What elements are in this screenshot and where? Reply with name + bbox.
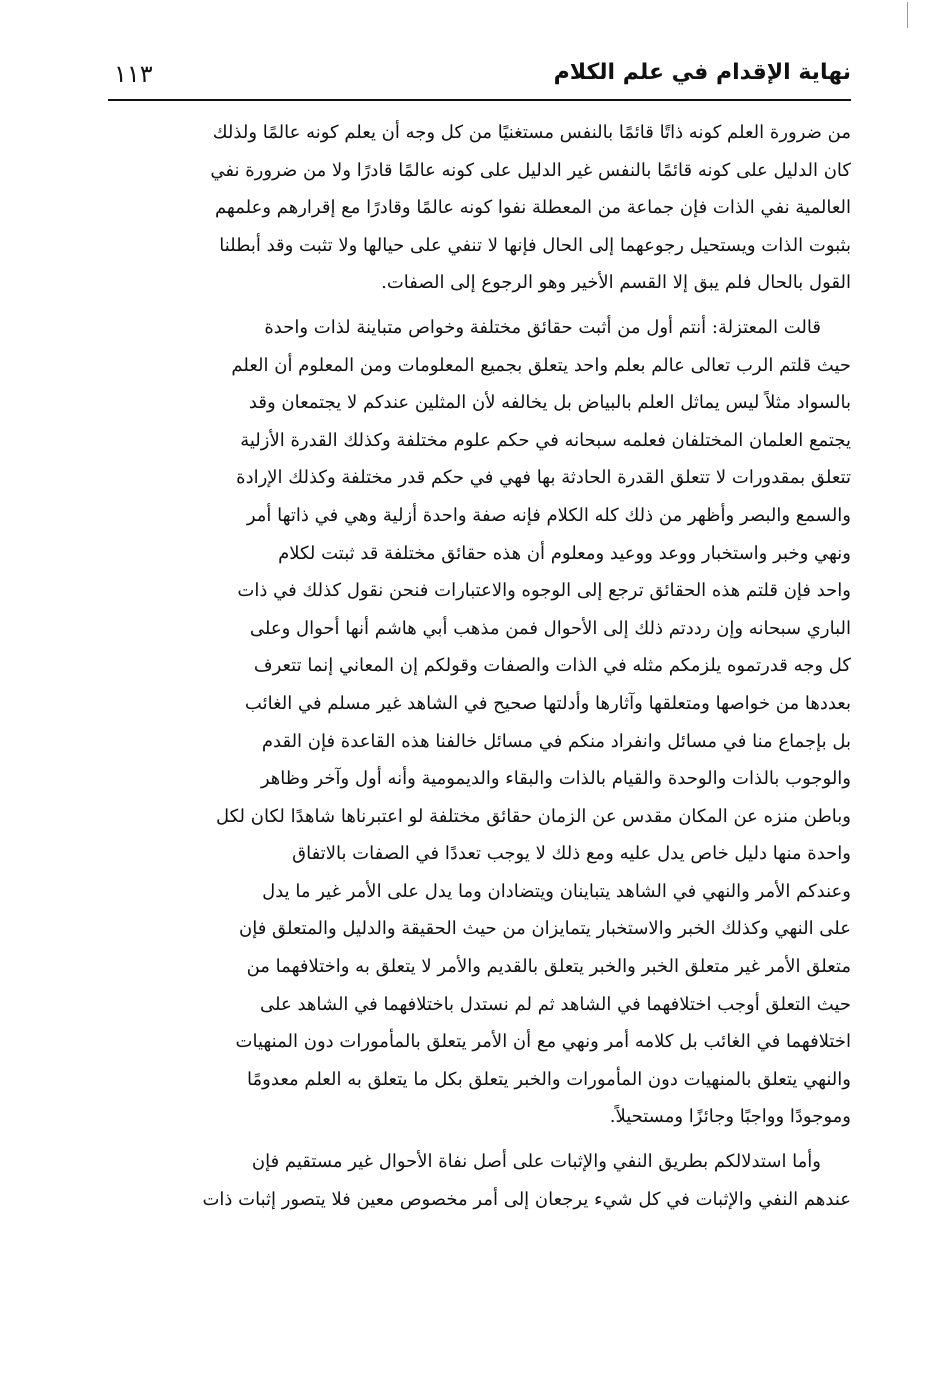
text-line: ونهي وخبر واستخبار ووعد ووعيد ومعلوم أن هذه حقائق مختلفة قد ثبتت لكلام [278, 542, 851, 564]
text-line: كل وجه قدرتموه يلزمكم مثله في الذات والصفات وقولكم إن المعاني إنما تتعرف [253, 655, 851, 677]
text-line: والسمع والبصر وأظهر من ذلك كله الكلام فإنه صفة واحدة أزلية وهي في ذاتها أمر [246, 504, 851, 526]
text-line: حيث قلتم الرب تعالى عالم بعلم واحد يتعلق بجميع المعلومات ومن المعلوم أن العلم [231, 354, 851, 376]
text-line: يجتمع العلمان المختلفان فعلمه سبحانه في حكم علوم مختلفة وكذلك القدرة الأزلية [240, 429, 851, 451]
text-line: عندهم النفي والإثبات في كل شيء يرجعان إلى أمر مخصوص معين فلا يتصور إثبات ذات [202, 1188, 851, 1210]
page-number: ١١٣ [114, 60, 153, 88]
text-line: العالمية نفي الذات فإن جماعة من المعطلة نفوا كونه عالمًا وقادرًا مع إقرارهم وعلمهم [214, 197, 851, 219]
text-line: واحدة منها دليل خاص يدل عليه ومع ذلك لا يوجب تعددًا في الصفات بالاتفاق [292, 843, 851, 865]
text-line: القول بالحال فلم يبق إلا القسم الأخير وهو الرجوع إلى الصفات. [381, 272, 851, 294]
text-line: حيث التعلق أوجب اختلافهما في الشاهد ثم لم نستدل باختلافهما في الشاهد على [260, 993, 851, 1015]
body-text [108, 114, 851, 1218]
text-line: تتعلق بمقدورات لا تتعلق القدرة الحادثة بها فهي في حكم قدر مختلفة وكذلك الإرادة [236, 467, 851, 489]
paragraph-3 [108, 1143, 851, 1218]
text-line: كان الدليل على كونه قائمًا بالنفس غير الدليل على كونه عالمًا قادرًا ولا من ضرورة نفي [210, 159, 851, 181]
paragraph-1 [108, 114, 851, 302]
text-line: وأما استدلالكم بطريق النفي والإثبات على أصل نفاة الأحوال غير مستقيم فإن [251, 1151, 821, 1173]
page-header [108, 58, 851, 98]
text-line: متعلق الأمر غير متعلق الخبر والخبر يتعلق بالقديم والأمر لا يتعلق به واختلافهما من [246, 956, 851, 978]
running-title: نهاية الإقدام في علم الكلام [553, 60, 851, 85]
text-line: بعددها من خواصها ومتعلقها وآثارها وأدلتها صحيح في الشاهد غير مسلم في الغائب [244, 692, 851, 714]
text-line: بل بإجماع منا في مسائل وانفراد منكم في مسائل خالفنا هذه القاعدة فإن القدم [261, 730, 851, 752]
text-line: واحد فإن قلتم هذه الحقائق ترجع إلى الوجوه والاعتبارات فنحن نقول كذلك في ذات [237, 580, 851, 602]
text-line: من ضرورة العلم كونه ذاتًا قائمًا بالنفس مستغنيًا من كل وجه أن يعلم كونه عالمًا ولذلك [212, 122, 851, 143]
text-line: والوجوب بالذات والوحدة والقيام بالذات والبقاء والديمومية وأنه أول وآخر وظاهر [260, 768, 851, 790]
text-line: قالت المعتزلة: أنتم أول من أثبت حقائق مختلفة وخواص متباينة لذات واحدة [264, 316, 821, 338]
text-line: بالسواد مثلاً ليس يماثل العلم بالبياض بل يخالفه لأن المثلين عندكم لا يجتمعان وقد [248, 392, 851, 414]
text-line: اختلافهما في الغائب بل كلامه أمر ونهي مع أن الأمر يتعلق بالمأمورات دون المنهيات [235, 1031, 851, 1053]
text-line: وموجودًا وواجبًا وجائزًا ومستحيلاً. [609, 1106, 851, 1128]
text-line: والنهي يتعلق بالمنهيات دون المأمورات والخبر يتعلق بكل ما يتعلق به العلم معدومًا [247, 1068, 851, 1090]
header-rule [108, 99, 851, 101]
text-line: وباطن منزه عن المكان مقدس عن الزمان حقائق مختلفة لو اعتبرناها شاهدًا لكان لكل [215, 805, 851, 827]
paragraph-2 [108, 309, 851, 1136]
text-line: الباري سبحانه وإن رددتم ذلك إلى الأحوال فمن مذهب أبي هاشم أنها أحوال وعلى [249, 617, 851, 639]
text-line: بثبوت الذات ويستحيل رجوعهما إلى الحال فإنها لا تنفي على حيالها ولا تثبت وقد أبطلنا [219, 234, 851, 256]
scan-edge-mark [907, 2, 908, 28]
text-line: وعندكم الأمر والنهي في الشاهد يتباينان ويتضادان وما يدل على الأمر غير ما يدل [262, 880, 851, 902]
text-line: على النهي وكذلك الخبر والاستخبار يتمايزان من حيث الحقيقة والدليل والمتعلق فإن [238, 918, 851, 940]
